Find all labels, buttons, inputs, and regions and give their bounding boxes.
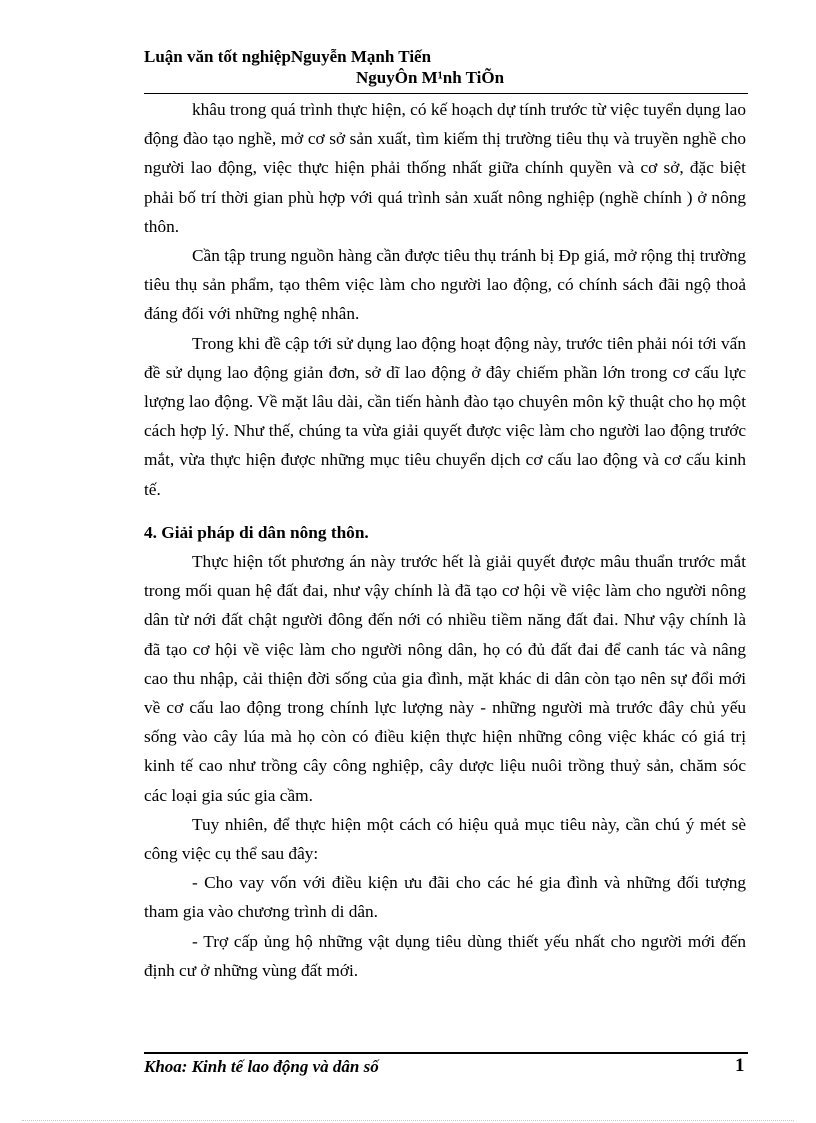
header-divider <box>144 93 748 94</box>
paragraph: Trong khi đề cập tới sử dụng lao động hoạt động này, trước tiên phải nói tới vấn đề sử dụng lao động giản đơn, sở dĩ lao động ở đây chiếm phần lớn trong cơ cấu lực lượng lao động. Về mặt lâu dài, cần tiến hành đào tạo chuyên môn kỹ thuật cho họ một cách hợp lý. Như thế, chúng ta vừa giải quyết được việc làm cho người lao động trước mắt, vừa thực hiện được những mục tiêu chuyển dịch cơ cấu lao động và cơ cấu kinh tế. <box>144 333 746 499</box>
footer-department: Khoa: Kinh tế lao động và dân số <box>144 1057 379 1076</box>
paragraph: Cần tập trung nguồn hàng cần được tiêu thụ tránh bị Đp giá, mở rộng thị trường tiêu thụ sản phẩm, tạo thêm việc làm cho người lao động, có chính sách đãi ngộ thoả đáng đối với những nghệ nhân. <box>144 246 746 324</box>
header-title: Luận văn tốt nghiệpNguyễn Mạnh Tiến <box>144 47 432 66</box>
paragraph: Thực hiện tốt phương án này trước hết là giải quyết được mâu thuẩn trước mắt trong mối quan hệ đất đai, như vậy chính là đã tạo cơ hội về việc làm cho người nông dân từ nới đất chật người đông đến nới có nhiều tiềm năng đất đai. Như vậy chính là đã tạo cơ hội về việc làm cho người nông dân, họ có đủ đất đai để canh tác và nâng cao thu nhập, cải thiện đời sống của gia đình, mặt khác di dân còn tạo nên sự đổi mới về cơ cấu lao động trong chính lực lượng này - những người mà trước đây chủ yếu sống vào cây lúa mà họ còn có điều kiện thực hiện những công việc khác có giá trị kinh tế cao như trồng cây công nghiệp, cây dược liệu nuôi trồng thuỷ sản, chăm sóc các loại gia súc gia cầm. <box>144 552 746 805</box>
paragraph: khâu trong quá trình thực hiện, có kế hoạch dự tính trước từ việc tuyển dụng lao động đào tạo nghề, mở cơ sở sản xuất, tìm kiếm thị trường tiêu thụ và truyền nghề cho người lao động, việc thực hiện phải thống nhất giữa chính quyền và cơ sở, đặc biệt phải bố trí thời gian phù hợp với quá trình sản xuất nông nghiệp (nghề chính ) ở nông thôn. <box>144 100 746 236</box>
section-heading: 4. Giải pháp di dân nông thôn. <box>144 522 369 542</box>
paragraph: - Cho vay vốn với điều kiện ưu đãi cho các hé gia đình và những đối tượng tham gia vào chương trình di dân. <box>144 873 746 922</box>
paragraph: - Trợ cấp ủng hộ những vật dụng tiêu dùng thiết yếu nhất cho người mới đến định cư ở những vùng đất mới. <box>144 931 746 980</box>
header-author-legacy-encoding: NguyÔn M¹nh TiÕn <box>356 68 505 87</box>
paragraph: Tuy nhiên, để thực hiện một cách có hiệu quả mục tiêu này, cần chú ý mét sè công việc cụ thể sau đây: <box>144 814 746 864</box>
page-body <box>144 95 746 985</box>
page-number: 1 <box>735 1055 745 1076</box>
page-bottom-edge <box>22 1120 794 1121</box>
footer-divider <box>144 1052 748 1054</box>
